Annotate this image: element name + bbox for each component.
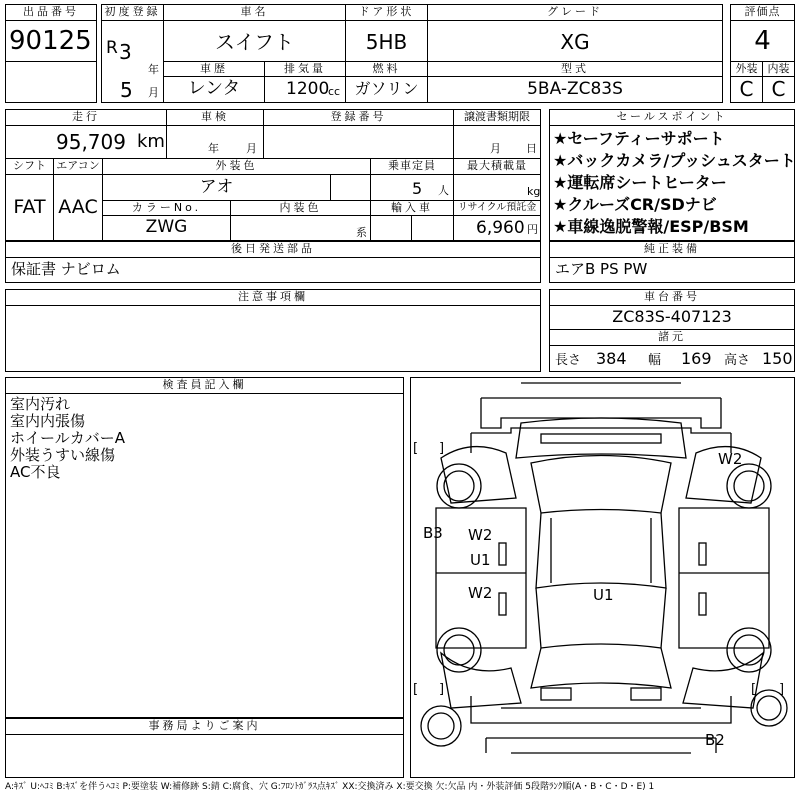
exterior-color: アオ: [199, 177, 234, 197]
capacity: 5: [412, 179, 423, 198]
color-number: ZWG: [145, 217, 188, 237]
era-year: 3: [119, 40, 132, 64]
person-unit: 人: [438, 184, 449, 197]
color-side-cell: [330, 174, 371, 201]
mileage: 95,709: [56, 130, 126, 154]
deadline-label: 譲渡書類期限: [453, 109, 541, 126]
inspector-line: 外装うすい線傷: [10, 446, 116, 464]
import-cell-b: [411, 215, 454, 241]
reg-month: 5: [120, 78, 133, 102]
exterior-label: 外装: [730, 61, 763, 77]
max-load-label: 最大積載量: [453, 158, 541, 175]
era: R: [106, 38, 118, 58]
yen-unit: 円: [527, 223, 538, 236]
year-unit: 年: [148, 63, 159, 76]
inspector-line: ホイールカバーA: [10, 429, 125, 447]
grade-label: グレード: [427, 4, 723, 21]
later-parts: 保証書 ナビロム: [11, 260, 121, 278]
km-unit: km: [137, 131, 165, 152]
plate-label: 登録番号: [263, 109, 454, 126]
office-box: [5, 734, 404, 778]
sales-point-1: ★セーフティーサポート: [553, 129, 725, 148]
first-registration-label: 初度登録: [101, 4, 164, 21]
mark-left-fender: B3: [423, 524, 443, 542]
equipment: エアB PS PW: [555, 260, 648, 278]
diagram-bracket: [: [751, 682, 757, 697]
mark-left-rear-door: W2: [468, 584, 493, 602]
sales-point-5: ★車線逸脱警報/ESP/BSM: [553, 217, 749, 236]
kg-unit: kg: [527, 185, 541, 198]
insp-month-unit: 月: [246, 142, 257, 155]
notes-box: [5, 305, 541, 372]
fuel: ガソリン: [354, 79, 419, 98]
inspection-label: 車検: [166, 109, 264, 126]
office-label: 事務局よりご案内: [5, 718, 404, 735]
equipment-label: 純正装備: [549, 241, 795, 258]
height: 150: [762, 349, 793, 368]
sales-point-2: ★バックカメラ/プッシュスタート: [553, 151, 796, 170]
mark-left-front-door: W2: [468, 526, 493, 544]
recycle-label: リサイクル預託金: [453, 200, 541, 216]
ac: AAC: [58, 196, 98, 218]
interior-grade: C: [771, 77, 786, 101]
dl-day-unit: 日: [526, 142, 537, 155]
interior-color-unit: 系: [356, 226, 367, 239]
dimensions-cell: [549, 345, 795, 372]
model-label: 型式: [427, 61, 723, 77]
diagram-bracket: [: [413, 682, 419, 697]
model-code: 5BA-ZC83S: [527, 79, 623, 99]
cc-unit: cc: [328, 85, 341, 98]
fuel-label: 燃料: [345, 61, 428, 77]
inspector-line: 室内内張傷: [10, 412, 86, 430]
mark-roof: U1: [593, 586, 614, 604]
diagram-bracket: ]: [439, 682, 445, 697]
car-diagram: [411, 378, 794, 777]
diagram-bracket: [: [413, 441, 419, 456]
import-cell-a: [370, 215, 412, 241]
legend: A:ｷｽﾞ U:ﾍｺﾐ B:ｷｽﾞを伴うﾍｺﾐ P:要塗装 W:補修跡 S:錆 C:腐食、穴 G:ﾌﾛﾝﾄｶﾞﾗｽ点ｷｽﾞ XX:交換済み X:要交換 欠:欠品 内・外装評価 5段階ﾗﾝｸ順(A・B・C・D・E) 1: [5, 782, 655, 792]
sales-point-4: ★クルーズCR/SDナビ: [553, 195, 717, 214]
diagram-bracket: ]: [439, 441, 445, 456]
exterior-grade: C: [739, 77, 754, 101]
car-name: スイフト: [215, 30, 294, 54]
width-label: 幅: [648, 353, 662, 368]
score-label: 評価点: [730, 4, 795, 21]
import-label: 輸入車: [370, 200, 454, 216]
sales-point-3: ★運転席シートヒーター: [553, 173, 727, 192]
later-parts-label: 後日発送部品: [5, 241, 541, 258]
interior-color-cell: [230, 215, 371, 241]
chassis-number: ZC83S-407123: [612, 307, 732, 326]
length: 384: [596, 349, 627, 368]
car-name-label: 車名: [163, 4, 346, 21]
lot-number: 90125: [9, 26, 92, 56]
ac-label: エアコン: [53, 158, 103, 175]
history-label: 車歴: [163, 61, 265, 77]
shift: FAT: [13, 196, 46, 218]
history: レンタ: [187, 78, 241, 99]
interior-color-label: 内装色: [230, 200, 371, 216]
interior-label: 内装: [762, 61, 795, 77]
notes-label: 注意事項欄: [5, 289, 541, 306]
mark-left-front-door-2: U1: [470, 551, 491, 569]
displacement: 1200: [286, 79, 330, 99]
displacement-label: 排気量: [264, 61, 346, 77]
mileage-label: 走行: [5, 109, 167, 126]
insp-year-unit: 年: [208, 142, 219, 155]
door-type: 5HB: [365, 30, 408, 54]
capacity-label: 乗車定員: [370, 158, 454, 175]
length-label: 長さ: [555, 353, 582, 368]
shift-label: シフト: [5, 158, 54, 175]
height-label: 高さ: [724, 353, 751, 368]
sales-points-label: セールスポイント: [549, 109, 795, 126]
width: 169: [681, 349, 712, 368]
plate-cell: [263, 125, 454, 159]
grade: XG: [560, 30, 590, 54]
lot-blank-cell: [5, 61, 97, 103]
month-unit: 月: [148, 86, 159, 99]
recycle-fee: 6,960: [476, 218, 525, 238]
lot-number-label: 出品番号: [5, 4, 97, 21]
dimensions-label: 諸元: [549, 329, 795, 346]
mark-rear-right: B2: [705, 731, 725, 749]
dl-month-unit: 月: [490, 142, 501, 155]
chassis-label: 車台番号: [549, 289, 795, 306]
inspector-line: AC不良: [10, 463, 61, 481]
score: 4: [754, 26, 771, 56]
mark-front-right: W2: [718, 450, 743, 468]
colorno-label: カラーNo.: [102, 200, 231, 216]
inspector-line: 室内汚れ: [10, 395, 71, 413]
color-label: 外装色: [102, 158, 371, 175]
door-label: ドア形状: [345, 4, 428, 21]
inspector-label: 検査員記入欄: [5, 377, 404, 394]
diagram-bracket: ]: [779, 682, 785, 697]
